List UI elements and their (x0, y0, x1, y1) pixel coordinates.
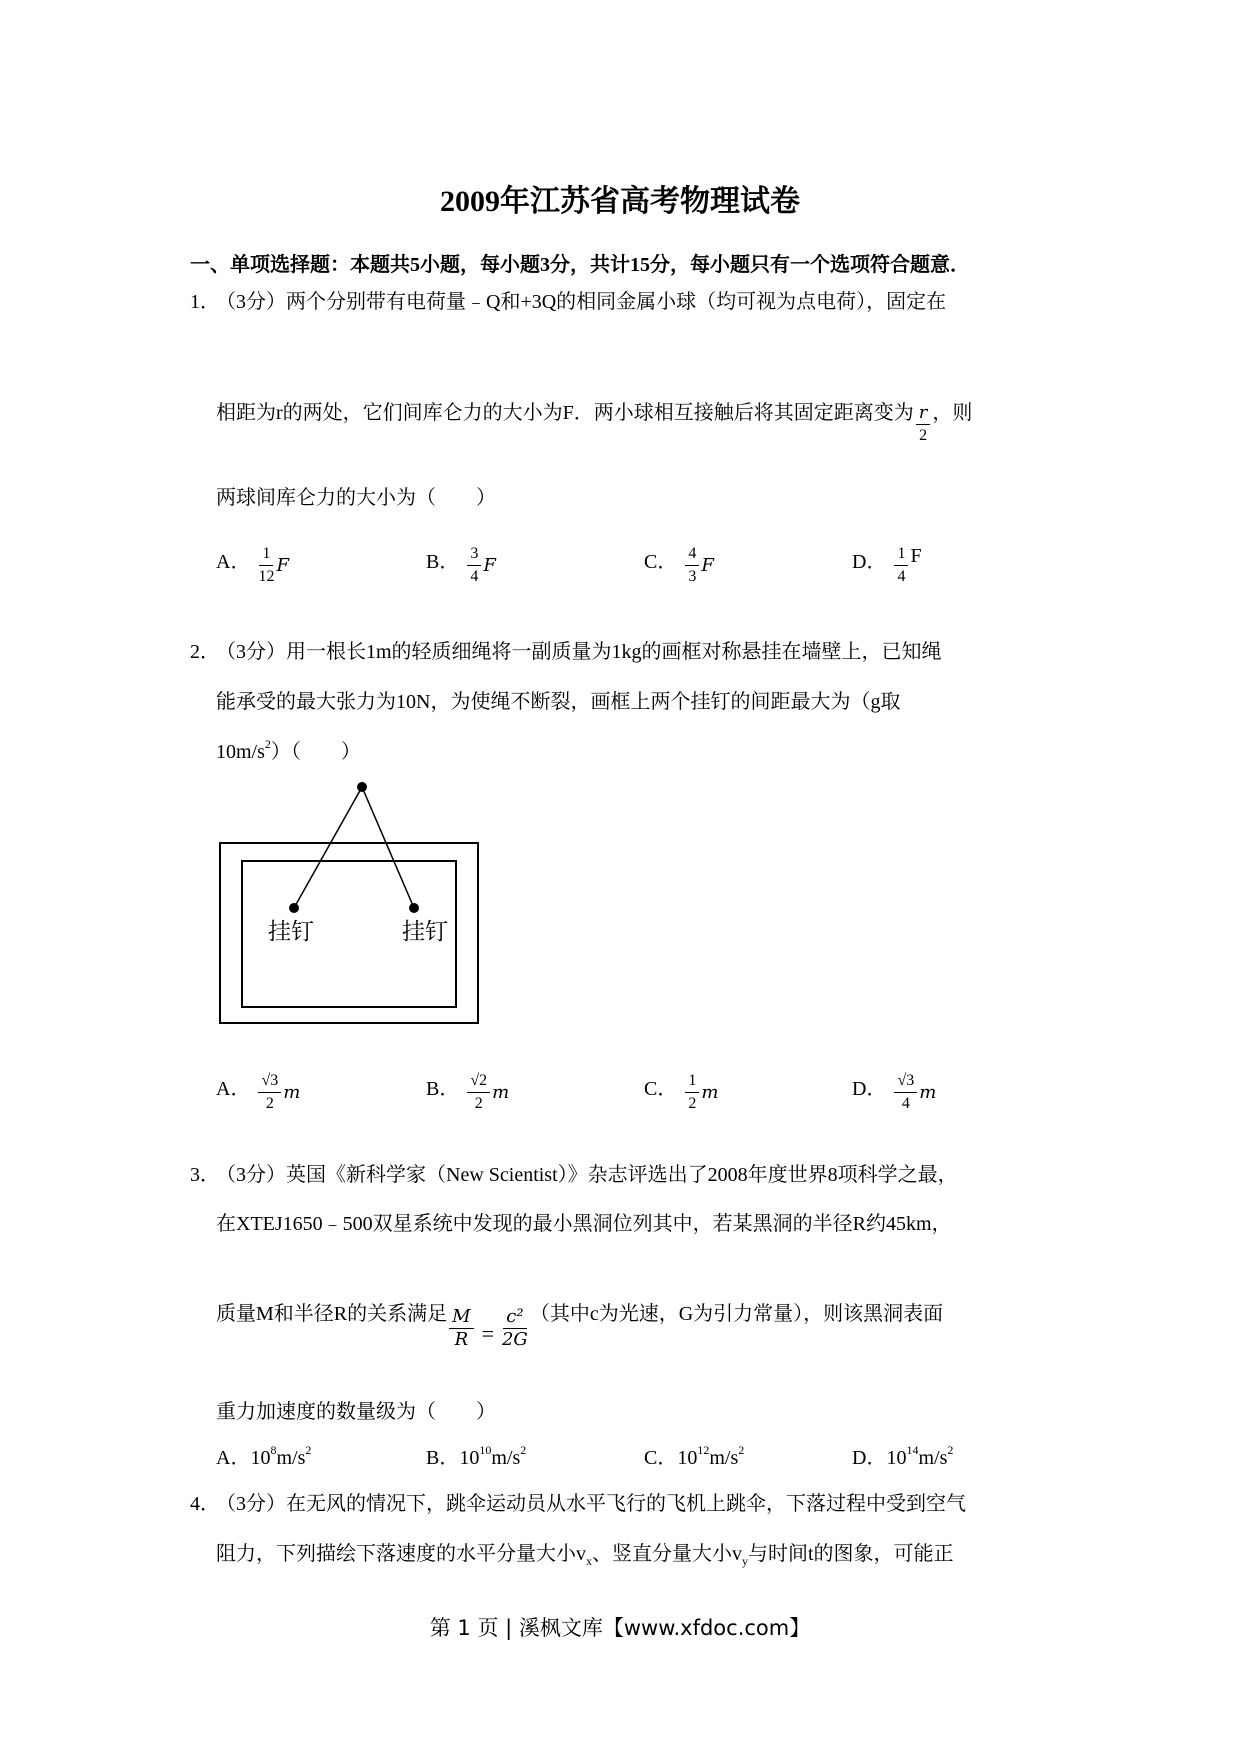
q1-option-d: D． $\frac{1}{4}$ F (852, 545, 922, 585)
q3-line4: 重力加速度的数量级为（ ） (216, 1401, 496, 1423)
q1-frac-den: 2 (919, 427, 928, 444)
q1-option-d-frac: $\frac{1}{4}$ (894, 545, 908, 586)
q3-option-a: A．$10^8m/s^2$ (216, 1443, 312, 1469)
q4-line1: （3分）在无风的情况下，跳伞运动员从水平飞行的飞机上跳伞，下落过程中受到空气 (216, 1493, 966, 1515)
q2-option-a: A． $\frac{√3}{2}$ m (216, 1072, 301, 1112)
q1-line2a: 相距为r的两处，它们间库仑力的大小为F．两小球相互接触后将其固定距离变为 (216, 401, 914, 424)
q1-line2b: ，则 (932, 401, 973, 424)
rope-right (362, 787, 414, 908)
q2-option-d-frac: $\frac{√3}{4}$ (894, 1072, 917, 1113)
q1-option-b-frac: $\frac{3}{4}$ (467, 545, 481, 586)
q3-line3a: 质量M和半径R的关系满足 (216, 1303, 448, 1325)
q2-line3: $10m/s^2$）（ ） (216, 737, 361, 763)
q2-option-a-frac: $\frac{√3}{2}$ (258, 1072, 281, 1113)
q3-option-d: D．$10^{14}m/s^2$ (852, 1443, 954, 1469)
section-heading: 一、单项选择题：本题共5小题，每小题3分，共计15分，每小题只有一个选项符合题意． (190, 254, 970, 276)
q3-equals: = (481, 1321, 494, 1346)
q1-number: 1． (190, 291, 220, 313)
q2-option-c-frac: $\frac{1}{2}$ (685, 1072, 699, 1113)
q1-fraction (916, 404, 931, 445)
q2-option-b-frac: $\frac{√2}{2}$ (467, 1072, 490, 1113)
page-footer: 第 1 页 | 溪枫文库【www.xfdoc.com】 (429, 1616, 811, 1640)
q1-frac-num: r (916, 404, 931, 425)
q4-line2: 阻力，下列描绘下落速度的水平分量大小$v_x$、竖直分量大小$v_y$与时间t的图象，可能正 (216, 1543, 954, 1568)
q1-line3: 两球间库仑力的大小为（ ） (216, 487, 496, 509)
q1-option-c-frac: $\frac{4}{3}$ (685, 545, 699, 586)
q3-formula-left: $\frac{M}{R}$ (449, 1308, 473, 1349)
q2-number: 2． (190, 641, 220, 663)
nail-label-left: 挂钉 (268, 919, 314, 945)
hook-point (357, 782, 367, 792)
q2-line2: 能承受的最大张力为10N，为使绳不断裂，画框上两个挂钉的间距最大为（g取 (216, 691, 901, 713)
q2-option-d: D． $\frac{√3}{4}$ m (852, 1072, 937, 1112)
q2-line1: （3分）用一根长1m的轻质细绳将一副质量为1kg的画框对称悬挂在墙壁上，已知绳 (216, 641, 942, 663)
q3-option-c: C．$10^{12}m/s^2$ (644, 1443, 745, 1469)
picture-frame-diagram (210, 775, 490, 1035)
rope-left (294, 787, 362, 908)
q1-option-c: C． $\frac{4}{3}$ F (644, 545, 714, 585)
q1-line2 (216, 380, 972, 445)
q3-line3 (216, 1302, 943, 1349)
q3-option-b: B．$10^{10}m/s^2$ (426, 1443, 527, 1469)
q3-line3b: （其中c为光速，G为引力常量），则该黑洞表面 (529, 1303, 944, 1325)
nail-label-right: 挂钉 (402, 919, 448, 945)
q3-line1: （3分）英国《新科学家（New Scientist）》杂志评选出了2008年度世界8项科学之最， (216, 1164, 958, 1186)
page-title: 2009年江苏省高考物理试卷 (440, 185, 800, 218)
q2-option-b: B． $\frac{√2}{2}$ m (426, 1072, 510, 1112)
nail-right-point (409, 903, 419, 913)
q1-line1: （3分）两个分别带有电荷量﹣Q和+3Q的相同金属小球（均可视为点电荷），固定在 (216, 291, 947, 313)
q2-option-c: C． $\frac{1}{2}$ m (644, 1072, 719, 1112)
nail-left-point (289, 903, 299, 913)
q1-option-b: B． $\frac{3}{4}$ F (426, 545, 496, 585)
q3-number: 3． (190, 1164, 220, 1186)
q3-line2: 在XTEJ1650﹣500双星系统中发现的最小黑洞位列其中，若某黑洞的半径R约45km， (216, 1213, 952, 1235)
q3-formula-right: $\frac{\text{c²}}{2G}$ (501, 1306, 528, 1350)
q1-option-a-frac: $\frac{1}{12}$ (258, 545, 275, 585)
q1-option-a: A． $\frac{1}{12}$ F (216, 545, 289, 585)
q4-number: 4． (190, 1493, 220, 1515)
